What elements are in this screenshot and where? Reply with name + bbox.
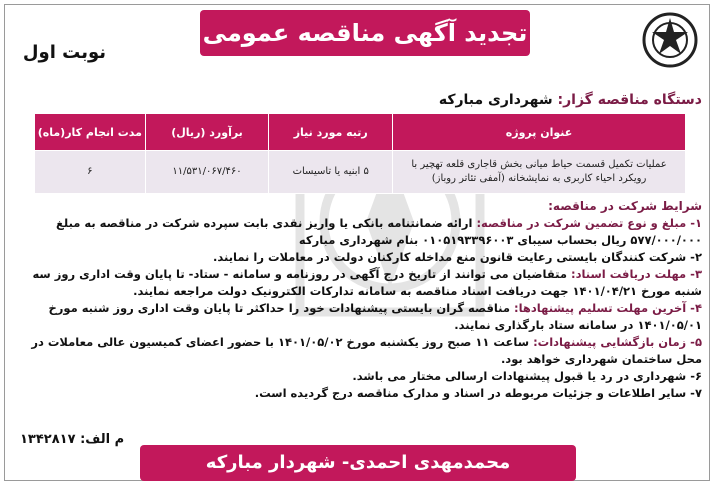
condition-item bbox=[12, 249, 702, 266]
project-table bbox=[34, 113, 686, 194]
cell-project-title: عملیات تکمیل قسمت حیاط میانی بخش قاجاری قلعه تهچیر با رویکرد احیاء کاربری به نمایشخانه (آمفی تئاتر روباز) bbox=[393, 151, 686, 194]
edition-label: نوبت اول bbox=[22, 42, 106, 63]
cell-grade: ۵ ابنیه یا تاسیسات bbox=[269, 151, 393, 194]
condition-text: ۷- سایر اطلاعات و جزئیات مربوطه در اسناد و مدارک مناقصه درج گردیده است. bbox=[254, 386, 702, 400]
cell-estimate: ۱۱/۵۳۱/۰۶۷/۴۶۰ bbox=[145, 151, 269, 194]
header-duration: مدت انجام کار(ماه) bbox=[35, 114, 146, 151]
condition-text: ساعت ۱۱ صبح روز یکشنبه مورخ ۱۴۰۱/۰۵/۰۲ با حضور اعضای کمیسیون عالی معاملات در محل ساختمان شهرداری خواهد بود. bbox=[31, 335, 702, 366]
notice-title: تجدید آگهی مناقصه عمومی bbox=[200, 10, 530, 56]
condition-item bbox=[12, 266, 702, 300]
header-project-title: عنوان پروژه bbox=[393, 114, 686, 151]
reference-number: م الف: ۱۳۴۲۸۱۷ bbox=[20, 432, 125, 447]
header-estimate: برآورد (ریال) bbox=[145, 114, 269, 151]
condition-item bbox=[12, 215, 702, 249]
conditions-title: شرایط شرکت در مناقصه: bbox=[548, 199, 702, 213]
signature-bar: محمدمهدی احمدی- شهردار مبارکه bbox=[140, 445, 576, 481]
condition-label: ۵- زمان بازگشایی پیشنهادات: bbox=[533, 335, 702, 349]
header-grade: رتبه مورد نیاز bbox=[269, 114, 393, 151]
condition-item bbox=[12, 368, 702, 385]
condition-text: ۶- شهرداری در رد یا قبول پیشنهادات ارسالی مختار می باشد. bbox=[352, 369, 702, 383]
condition-label: ۴- آخرین مهلت تسلیم پیشنهادها: bbox=[514, 301, 702, 315]
condition-text: ۲- شرکت کنندگان بایستی رعایت قانون منع مداخله کارکنان دولت در معاملات را نمایند. bbox=[213, 250, 702, 264]
organizer-value: شهرداری مبارکه bbox=[438, 92, 553, 108]
condition-text: متقاضیان می توانند از تاریخ درج آگهی در روزنامه و سامانه - ستاد- تا پایان وقت اداری روز سه شنبه مورخ ۱۴۰۱/۰۴/۲۱ جهت دریافت اسناد مناقصه به سامانه تدارکات الکترونیک دولت مراجعه نمایند. bbox=[32, 267, 702, 298]
condition-item bbox=[12, 300, 702, 334]
conditions-section bbox=[12, 198, 702, 402]
cell-duration: ۶ bbox=[35, 151, 146, 194]
organizer-line bbox=[439, 92, 702, 108]
condition-item bbox=[12, 385, 702, 402]
condition-item bbox=[12, 334, 702, 368]
table-header-row bbox=[35, 114, 686, 151]
organizer-label: دستگاه مناقصه گزار: bbox=[557, 92, 702, 108]
condition-label: ۱- مبلغ و نوع تضمین شرکت در مناقصه: bbox=[476, 216, 702, 230]
condition-label: ۳- مهلت دریافت اسناد: bbox=[570, 267, 702, 281]
table-row bbox=[35, 151, 686, 194]
condition-text: ارائه ضمانتنامه بانکی یا واریز نقدی بابت سپرده شرکت در مناقصه به مبلغ ۵۷۷/۰۰۰/۰۰۰ ریال بحساب سیبای ۰۱۰۵۱۹۳۳۹۶۰۰۳ بنام شهرداری مبارکه bbox=[56, 216, 702, 247]
municipality-logo-icon bbox=[640, 10, 700, 70]
condition-text: مناقصه گران بایستی پیشنهادات خود را حداکثر تا پایان وقت اداری روز شنبه مورخ ۱۴۰۱/۰۵/۰۱ در سامانه ستاد بارگذاری نمایند. bbox=[48, 301, 702, 332]
